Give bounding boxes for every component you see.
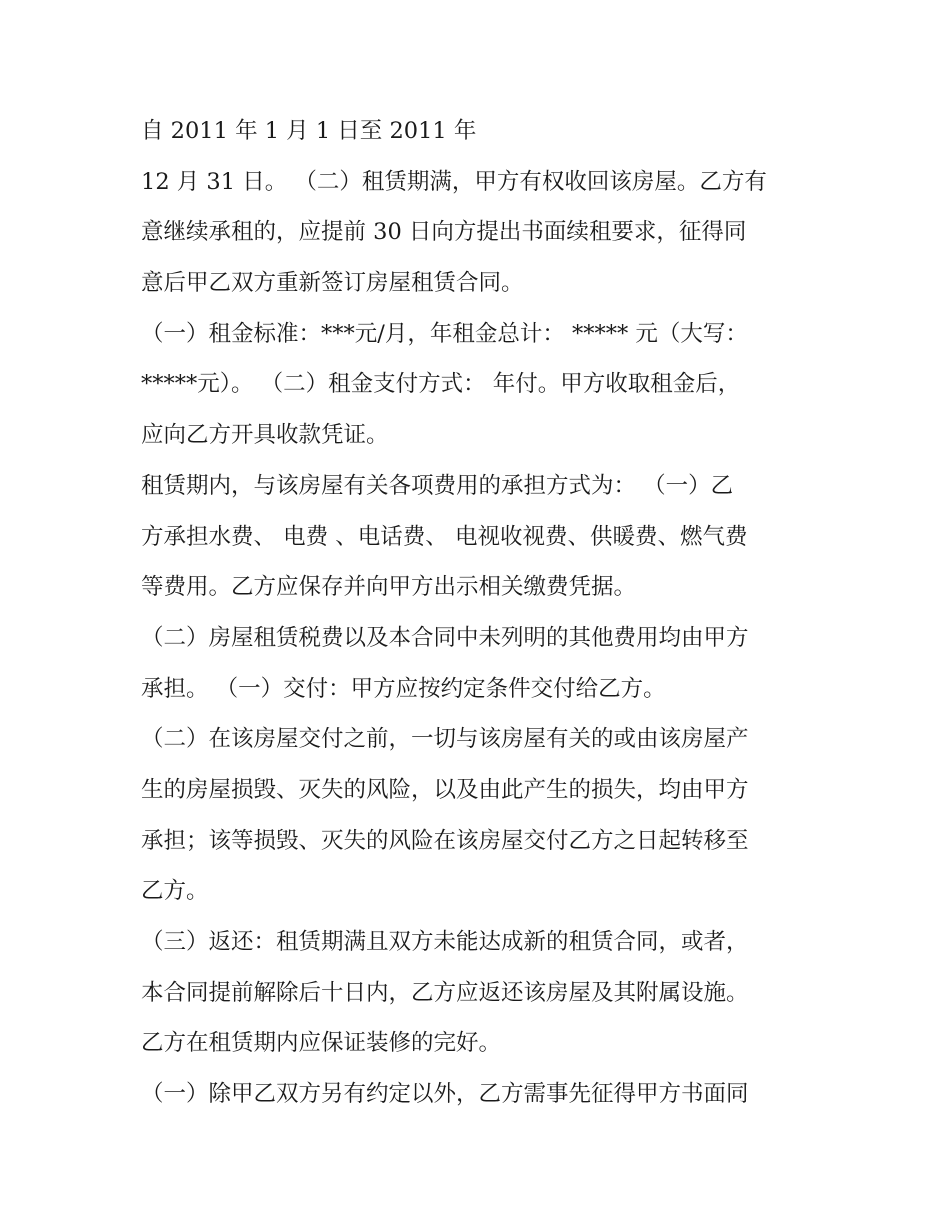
text-line: （三）返还：租赁期满且双方未能达成新的租赁合同，或者， xyxy=(141,929,749,955)
text-line: （二）房屋租赁税费以及本合同中未列明的其他费用均由甲方 xyxy=(141,624,749,651)
text-line: 意继续承租的，应提前 30 日向方提出书面续租要求，征得同 xyxy=(141,219,747,246)
text-line: 自 2011 年 1 月 1 日至 2011 年 xyxy=(141,118,477,144)
text-line: 12 月 31 日。 （二）租赁期满，甲方有权收回该房屋。乙方有 xyxy=(141,168,767,195)
text-line: 租赁期内，与该房屋有关各项费用的承担方式为： （一）乙 xyxy=(141,472,734,499)
text-line: （一）租金标准：***元/月，年租金总计： ***** 元（大写： xyxy=(141,320,748,347)
text-line: 承担；该等损毁、灭失的风险在该房屋交付乙方之日起转移至 xyxy=(141,827,749,854)
text-line: 应向乙方开具收款凭证。 xyxy=(141,422,389,449)
text-line: 承担。 （一）交付：甲方应按约定条件交付给乙方。 xyxy=(141,675,666,702)
text-line: 方承担水费、 电费 、电话费、 电视收视费、供暖费、燃气费 xyxy=(141,523,748,550)
text-line: （二）在该房屋交付之前，一切与该房屋有关的或由该房屋产 xyxy=(141,726,749,753)
text-line: 等费用。乙方应保存并向甲方出示相关缴费凭据。 xyxy=(141,574,637,601)
text-line: 乙方在租赁期内应保证装修的完好。 xyxy=(141,1030,502,1057)
contract-text-body xyxy=(141,106,831,1120)
text-line: 意后甲乙双方重新签订房屋租赁合同。 xyxy=(141,270,524,297)
text-line: 乙方。 xyxy=(141,878,209,905)
text-line: （一）除甲乙双方另有约定以外，乙方需事先征得甲方书面同 xyxy=(141,1081,749,1108)
text-line: *****元）。 （二）租金支付方式： 年付。甲方收取租金后， xyxy=(141,371,741,398)
text-line: 本合同提前解除后十日内，乙方应返还该房屋及其附属设施。 xyxy=(141,979,749,1006)
text-line: 生的房屋损毁、灭失的风险，以及由此产生的损失，均由甲方 xyxy=(141,776,749,803)
